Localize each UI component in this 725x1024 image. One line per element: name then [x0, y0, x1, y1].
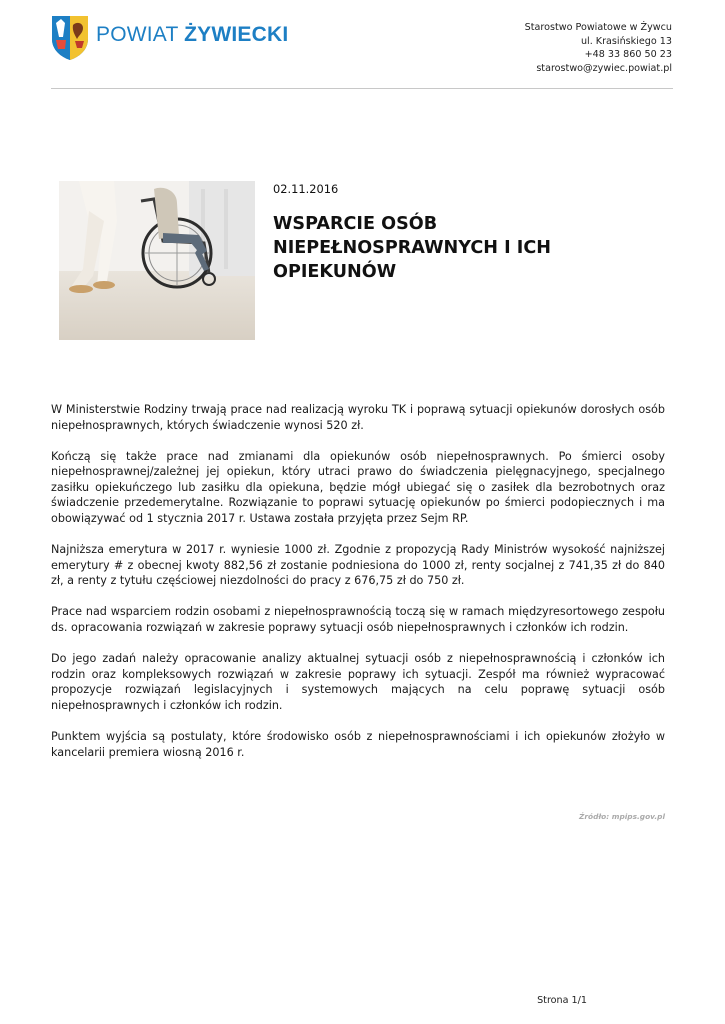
contact-address: ul. Krasińskiego 13	[580, 35, 672, 47]
logo-text-powiat: POWIAT	[96, 23, 179, 46]
contact-email[interactable]: starostwo@zywiec.powiat.pl	[536, 62, 672, 74]
header-divider	[51, 88, 673, 89]
article-body	[51, 402, 665, 776]
contact-block	[525, 21, 672, 75]
article-title: WSPARCIE OSÓB NIEPEŁNOSPRAWNYCH I ICH OPIEKUNÓW	[273, 214, 551, 282]
coat-of-arms-icon	[51, 15, 89, 61]
paragraph: Do jego zadań należy opracowanie analizy aktualnej sytuacji osób z niepełnosprawnością i członków ich rodzin oraz kompleksowych rozwiązań w zakresie poprawy ich sytuacji. Zespół ma również wypracować propozycje rozwiązań legislacyjnych i systemowych mających na celu poprawę sytuacji osób niepełnosprawnych i członków ich rodzin.	[51, 652, 665, 712]
article-photo	[59, 181, 255, 340]
contact-name: Starostwo Powiatowe w Żywcu	[524, 22, 672, 33]
paragraph: Kończą się także prace nad zmianami dla opiekunów osób niepełnosprawnych. Po śmierci osoby niepełnosprawnej/zależnej jej opiekun, który utraci prawo do świadczenia pielęgnacyjnego, specjalnego zasiłku opiekuńczego lub zasiłku dla opiekuna, będzie mógł ubiegać się o zasiłek dla bezrobotnych oraz świadczenie przedemerytalne. Rozwiązanie to poprawi sytuację opiekunów po śmierci podopiecznych i ma obowiązywać od 1 stycznia 2017 r. Ustawa została przyjęta przez Sejm RP.	[51, 449, 665, 526]
paragraph: Punktem wyjścia są postulaty, które środowisko osób z niepełnosprawnościami i ich opiekunów złożyło w kancelarii premiera wiosną 2016 r.	[51, 730, 665, 759]
logo	[51, 15, 289, 61]
article-date: 02.11.2016	[273, 182, 339, 196]
logo-text-zywiecki: ŻYWIECKI	[184, 23, 289, 46]
contact-phone: +48 33 860 50 23	[584, 49, 672, 61]
source-note: Źródło: mpips.gov.pl	[579, 812, 665, 821]
paragraph: W Ministerstwie Rodziny trwają prace nad realizacją wyroku TK i poprawą sytuacji opiekunów dorosłych osób niepełnosprawnych, których świadczenie wynosi 520 zł.	[51, 403, 665, 432]
page-number: Strona 1/1	[537, 995, 587, 1006]
paragraph: Prace nad wsparciem rodzin osobami z niepełnosprawnością toczą się w ramach międzyresortowego zespołu ds. opracowania rozwiązań w zakresie poprawy sytuacji osób niepełnosprawnych i członków ich rodzin.	[51, 605, 665, 635]
paragraph: Najniższa emerytura w 2017 r. wyniesie 1000 zł. Zgodnie z propozycją Rady Ministrów wysokość najniższej emerytury # z obecnej kwoty 882,56 zł zostanie podniesiona do 1000 zł, renty socjalnej z 741,35 zł do 840 zł, a renty z tytułu częściowej niezdolności do pracy z 676,75 zł do 750 zł.	[51, 543, 665, 588]
